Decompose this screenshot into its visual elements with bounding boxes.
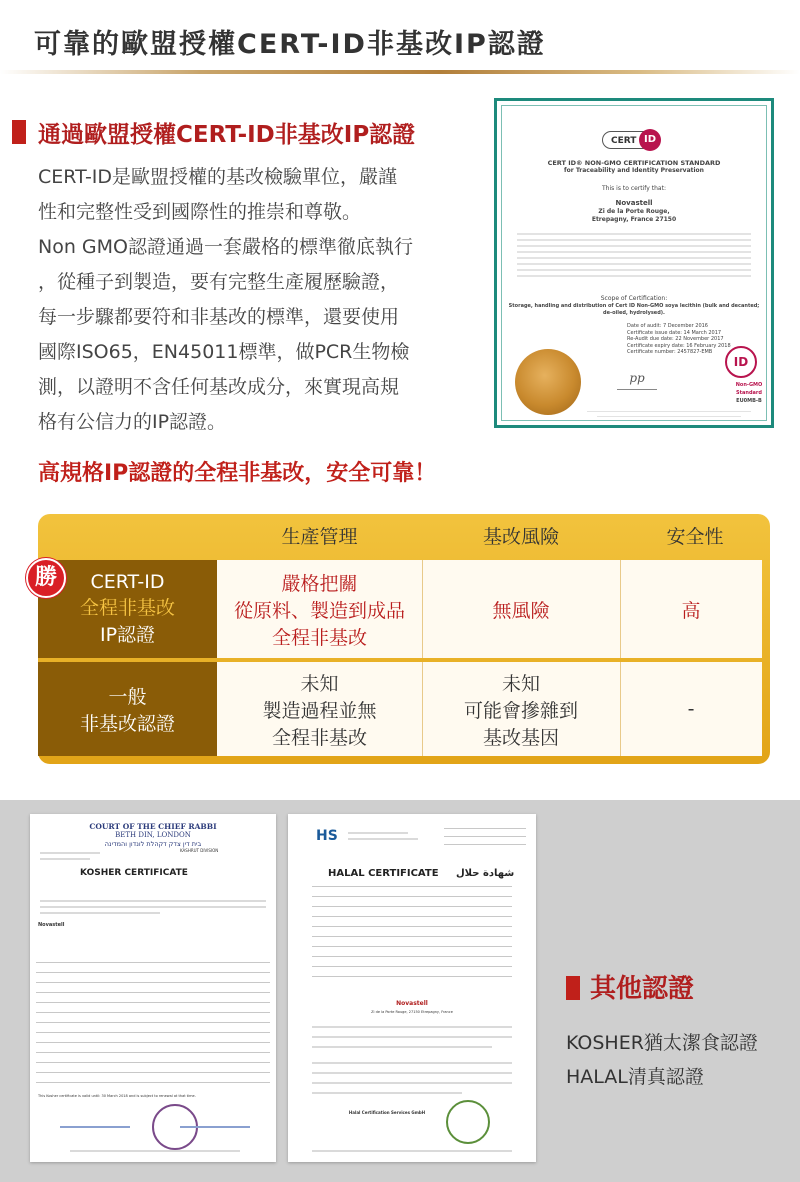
halal-text-line	[348, 838, 418, 840]
kosher-text-line	[40, 912, 160, 914]
cell-line: 未知	[300, 672, 339, 695]
cell-line: 未知	[501, 672, 540, 695]
cert-text-line	[517, 251, 751, 253]
kosher-table-line	[36, 962, 270, 963]
halal-title: HALAL CERTIFICATE	[328, 868, 439, 879]
cert-text-line	[517, 263, 751, 265]
kosher-text-line	[40, 906, 266, 908]
cert-date-line: Date of audit: 7 December 2016	[627, 323, 708, 329]
kosher-court: COURT OF THE CHIEF RABBI	[89, 822, 217, 831]
kosher-title: KOSHER CERTIFICATE	[80, 868, 188, 878]
kosher-table-line	[36, 1032, 270, 1033]
halal-label: HALAL清真認證	[566, 1066, 704, 1088]
cell-risk	[422, 662, 620, 756]
section-marker	[12, 120, 26, 144]
cert-scope: Storage, handling and distribution of Cert ID Non-GMO soya lecithin (bulk and decanted; de-oiled, hydrolysed).	[508, 303, 760, 316]
halal-text-line	[312, 1082, 512, 1084]
badge-code: EU0MB-B	[736, 398, 762, 404]
halal-table-line	[312, 976, 512, 977]
table-row	[46, 662, 762, 756]
cert-text-line	[517, 239, 751, 241]
kosher-company: Novastell	[38, 922, 65, 928]
kosher-table-line	[36, 972, 270, 973]
cert-logo-mark: ID	[639, 129, 661, 151]
cell-line: 基改基因	[482, 726, 559, 749]
intro-line: ，從種子到製造，要有完整生產履歷驗證，	[38, 271, 400, 293]
halal-certificate	[288, 814, 536, 1162]
kosher-table-line	[36, 1012, 270, 1013]
title-divider	[0, 70, 800, 74]
halal-table-line	[312, 926, 512, 927]
cert-id-logo	[602, 131, 658, 149]
cert-date-line: Certificate expiry date: 16 February 2018	[627, 342, 731, 349]
cell-line: 嚴格把關	[281, 572, 358, 595]
cert-text-line	[517, 257, 751, 259]
intro-line: CERT-ID是歐盟授權的基改檢驗單位，嚴謹	[38, 166, 398, 188]
halal-text-line	[312, 1072, 512, 1074]
intro-line: 每一步驟都要符和非基改的標準，還要使用	[38, 306, 400, 328]
cell-line: 從原料、製造到成品	[233, 599, 405, 622]
badge-label: Non-GMO Standard	[735, 382, 763, 396]
cert-date-line: Certificate number: 2457827-EMB	[627, 349, 713, 355]
kosher-label: KOSHER猶太潔食認證	[566, 1032, 758, 1054]
kosher-court-sub: BETH DIN, LONDON	[115, 831, 191, 839]
row-label-line: CERT-ID	[90, 571, 165, 593]
halal-table-line	[312, 906, 512, 907]
cert-certify: This is to certify that:	[602, 185, 666, 192]
halal-stamp-icon	[446, 1100, 490, 1144]
kosher-table-line	[36, 1062, 270, 1063]
win-badge: 勝	[26, 558, 66, 598]
halal-logo: HS	[316, 828, 338, 844]
kosher-table-line	[36, 982, 270, 983]
row-label-general	[38, 662, 217, 756]
cell-line: 製造過程並無	[262, 699, 377, 722]
gold-seal-icon	[515, 349, 581, 415]
cert-address-2: Etrepagny, France 27150	[591, 216, 677, 223]
halal-arabic-title: شهادة حلال	[456, 868, 515, 879]
cell-line: 無風險	[492, 599, 550, 622]
intro-line: 性和完整性受到國際性的推崇和尊敬。	[38, 201, 362, 223]
intro-line: 測，以證明不含任何基改成分，來實現高規	[38, 376, 400, 398]
section-marker	[566, 976, 580, 1000]
row-label-line: 全程非基改	[79, 597, 175, 619]
halal-footer-line	[312, 1150, 512, 1152]
kosher-address-line	[70, 1150, 240, 1152]
cert-text-line	[517, 275, 751, 277]
table-row	[46, 560, 762, 658]
kosher-signature-line	[60, 1126, 130, 1128]
cell-management	[217, 662, 422, 756]
intro-line: 國際ISO65，EN45011標準，做PCR生物檢	[38, 341, 410, 363]
cell-risk	[422, 560, 620, 658]
cell-line: -	[687, 698, 695, 720]
halal-text-line	[348, 832, 408, 834]
other-certs-heading: 其他認證	[590, 974, 695, 1004]
cert-scope-title: Scope of Certification:	[600, 295, 668, 302]
page-title: 可靠的歐盟授權CERT-ID非基改IP認證	[34, 29, 546, 60]
kosher-division: KASHRUT DIVISION	[180, 848, 219, 853]
halal-text-line	[312, 1026, 512, 1028]
cell-management	[217, 560, 422, 658]
halal-header-box-line	[444, 828, 526, 829]
row-label-line: 非基改認證	[79, 713, 175, 735]
halal-table-line	[312, 916, 512, 917]
halal-text-line	[312, 1062, 512, 1064]
cert-address-1: Zi de la Porte Rouge,	[598, 208, 670, 215]
kosher-table-line	[36, 1072, 270, 1073]
kosher-certificate	[30, 814, 276, 1162]
halal-table-line	[312, 966, 512, 967]
halal-text-line	[312, 1046, 492, 1048]
cell-line: 可能會摻雜到	[463, 699, 578, 722]
cell-line: 高	[681, 599, 701, 622]
kosher-table-line	[36, 1022, 270, 1023]
intro-heading: 通過歐盟授權CERT-ID非基改IP認證	[38, 122, 416, 148]
halal-table-line	[312, 936, 512, 937]
halal-company: Novastell	[396, 1000, 428, 1007]
kosher-table-line	[36, 1042, 270, 1043]
kosher-table-line	[36, 1052, 270, 1053]
cert-footer-line	[597, 416, 741, 417]
cert-company: Novastell	[615, 199, 653, 207]
comparison-table	[38, 514, 770, 764]
kosher-text-line	[40, 900, 266, 902]
halal-table-line	[312, 946, 512, 947]
cert-logo-text: CERT	[611, 136, 637, 146]
kosher-table-line	[36, 1082, 270, 1083]
kosher-text-line	[40, 858, 90, 860]
header-risk: 基改風險	[482, 526, 559, 548]
cert-standard-sub: for Traceability and Identity Preservation	[564, 167, 704, 174]
halal-text-line	[312, 1092, 462, 1094]
row-label-line: IP認證	[99, 624, 156, 646]
halal-text-line	[312, 1036, 512, 1038]
halal-table-line	[312, 956, 512, 957]
intro-body	[38, 160, 478, 440]
halal-address: Zi de la Porte Rouge, 27150 Etrepagny, France	[371, 1010, 453, 1014]
kosher-hebrew: בית דין צדק דקהלת לונדון והמדינה	[104, 840, 202, 848]
slogan: 高規格IP認證的全程非基改，安全可靠！	[38, 461, 437, 486]
cert-text-line	[517, 245, 751, 247]
kosher-text-line	[40, 852, 100, 854]
cert-text-line	[517, 233, 751, 235]
non-gmo-badge-icon: ID	[725, 346, 757, 378]
cert-text-line	[517, 269, 751, 271]
intro-line: Non GMO認證通過一套嚴格的標準徹底執行	[38, 236, 413, 258]
halal-header-box-line	[444, 836, 526, 837]
header-safety: 安全性	[666, 526, 724, 548]
signature: pp	[617, 371, 657, 390]
row-label-line: 一般	[108, 686, 147, 708]
kosher-signature-line	[180, 1126, 250, 1128]
halal-issuer: Halal Certification Services GmbH	[348, 1110, 426, 1115]
halal-table-line	[312, 896, 512, 897]
cell-line: 全程非基改	[271, 726, 367, 749]
halal-table-line	[312, 886, 512, 887]
cert-footer-line	[587, 411, 751, 412]
intro-line: 格有公信力的IP認證。	[38, 411, 227, 433]
cell-safety	[620, 662, 762, 756]
header-management: 生產管理	[281, 526, 358, 548]
cell-safety	[620, 560, 762, 658]
cert-id-certificate	[494, 98, 774, 428]
cert-standard: CERT ID® NON-GMO CERTIFICATION STANDARD	[547, 159, 721, 167]
cert-date-line: Re-Audit due date: 22 November 2017	[627, 336, 724, 342]
cell-line: 全程非基改	[271, 626, 367, 649]
kosher-footer: This Kosher certificate is valid until: 30 March 2018 and is subject to renewal at that time.	[38, 1094, 196, 1098]
cert-date-line: Certificate issue date: 14 March 2017	[627, 329, 722, 336]
halal-header-box-line	[444, 844, 526, 845]
kosher-table-line	[36, 1002, 270, 1003]
kosher-table-line	[36, 992, 270, 993]
